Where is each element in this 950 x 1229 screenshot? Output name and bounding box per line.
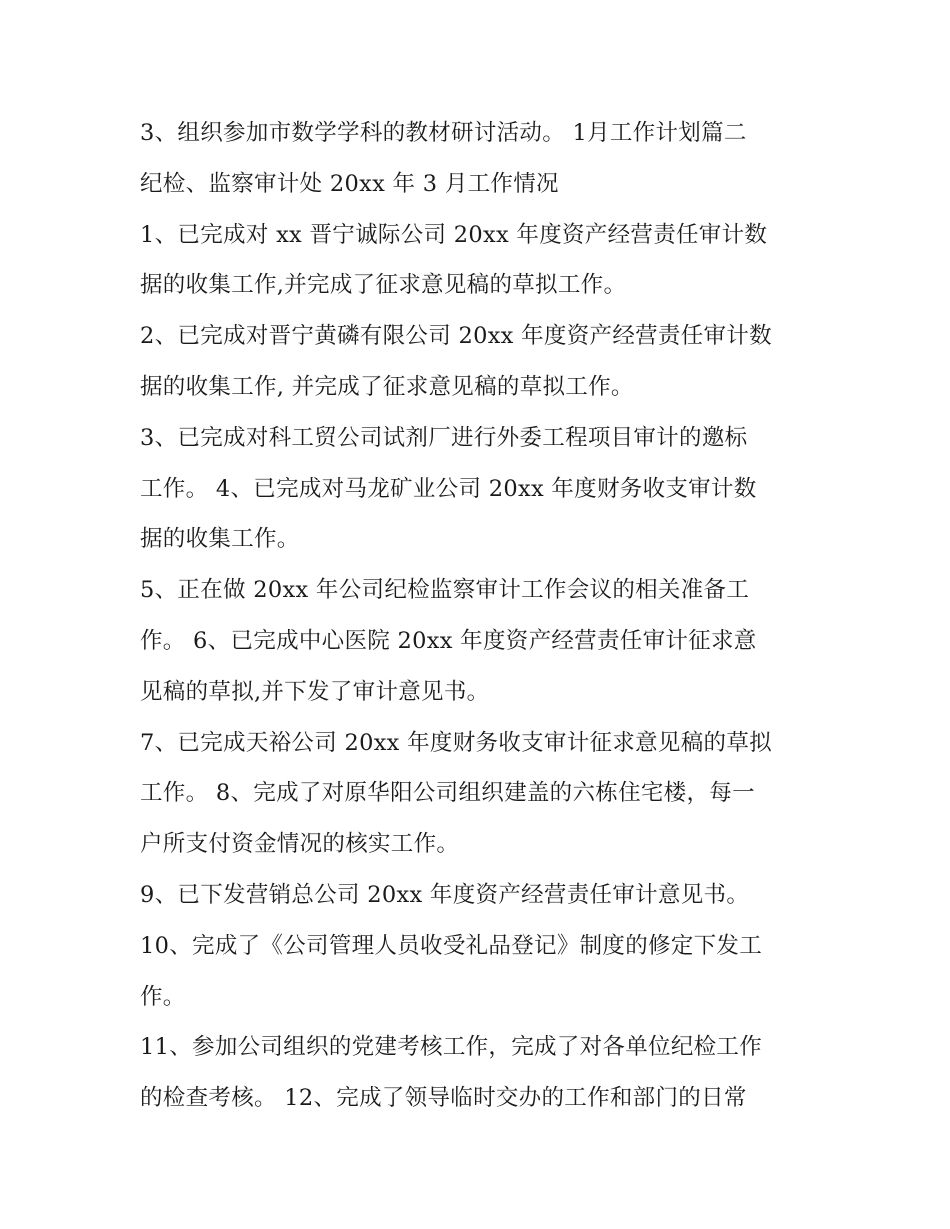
text-line: 9、已下发营销总公司 20xx 年度资产经营责任审计意见书。 xyxy=(140,881,750,908)
text-line: 3、组织参加市数学学科的教材研讨活动。 1月工作计划篇二 xyxy=(140,120,747,146)
text-line: 据的收集工作, 并完成了征求意见稿的草拟工作。 xyxy=(140,373,634,400)
text-line: 据的收集工作。 xyxy=(140,526,300,553)
text-line: 户所支付资金情况的核实工作。 xyxy=(140,831,460,858)
text-line: 作。 6、已完成中心医院 20xx 年度资产经营责任审计征求意 xyxy=(140,627,757,654)
text-line: 11、参加公司组织的党建考核工作，完成了对各单位纪检工作 xyxy=(140,1034,763,1061)
text-line: 的检查考核。 12、完成了领导临时交办的工作和部门的日常 xyxy=(140,1085,747,1112)
text-line: 2、已完成对晋宁黄磷有限公司 20xx 年度资产经营责任审计数 xyxy=(140,323,772,350)
text-line: 纪检、监察审计处 20xx 年 3 月工作情况 xyxy=(140,170,559,197)
text-line: 见稿的草拟,并下发了审计意见书。 xyxy=(140,678,490,705)
text-line: 据的收集工作,并完成了征求意见稿的草拟工作。 xyxy=(140,272,627,299)
text-line: 工作。 4、已完成对马龙矿业公司 20xx 年度财务收支审计数 xyxy=(140,475,757,502)
text-line: 10、完成了《公司管理人员收受礼品登记》制度的修定下发工 xyxy=(140,932,763,959)
document-body xyxy=(140,108,820,1124)
text-line: 作。 xyxy=(140,983,186,1010)
text-line: 7、已完成天裕公司 20xx 年度财务收支审计征求意见稿的草拟 xyxy=(140,729,772,756)
text-line: 工作。 8、完成了对原华阳公司组织建盖的六栋住宅楼，每一 xyxy=(140,780,755,807)
text-line: 3、已完成对科工贸公司试剂厂进行外委工程项目审计的邀标 xyxy=(140,424,748,451)
text-line: 5、正在做 20xx 年公司纪检监察审计工作会议的相关准备工 xyxy=(140,577,750,604)
text-line: 1、已完成对 xx 晋宁诚际公司 20xx 年度资产经营责任审计数 xyxy=(140,221,768,248)
